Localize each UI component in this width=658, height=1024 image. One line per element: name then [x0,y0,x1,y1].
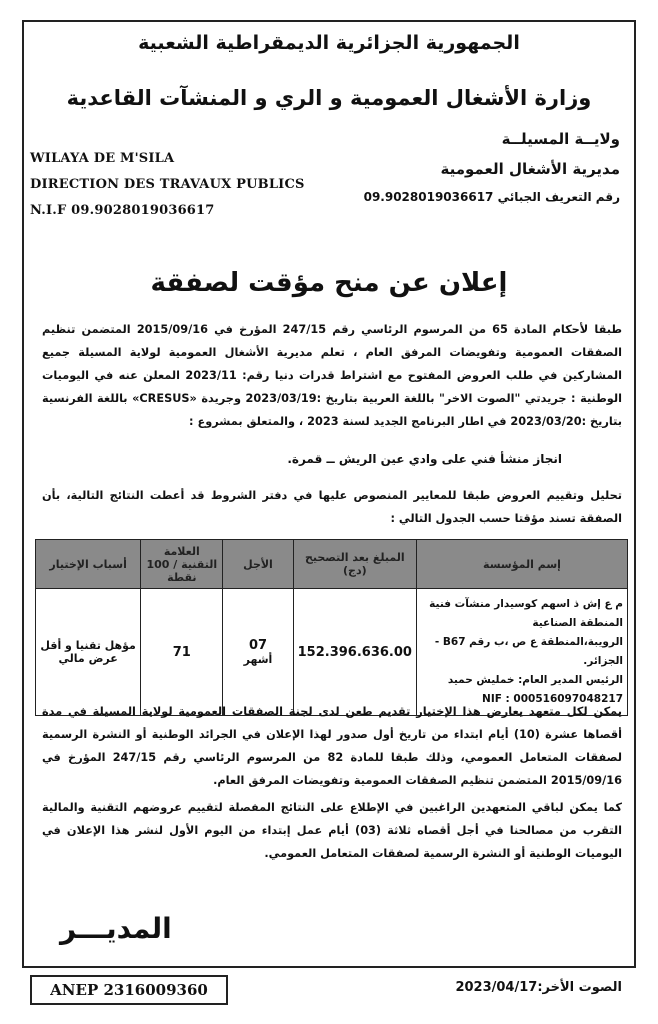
bidder-name: م ع إش ذ اسهم كوسيدار منشآت فنية المنطقة الصناعية [429,598,623,629]
delay-unit: أشهر [243,653,273,666]
notice-title: إعلان عن منح مؤقت لصفقة [150,268,508,298]
table-row [36,589,628,716]
nif-fr: N.I.F 09.9028019036617 [30,203,215,218]
bidder-nif: NIF : 000516097048217 [482,693,623,705]
direction-ar: مديرية الأشغال العمومية [440,160,620,178]
intro-paragraph: طبقا لأحكام المادة 65 من المرسوم الرئاسي رقم 247/15 المؤرخ في 2015/09/16 المتضمن تنظيم الصفقات العمومية وتفويضات المرفق العام ، تعلم مديرية الأشغال العمومية لولاية المسيلة جميع المشاركين في طلب العروض المفتوح مع اشتراط قدرات دنيا رقم: 2023/11 المعلن عنه في اليوميات الوطنية : جريدتي "الصوت الاخر" باللغة العربية بتاريخ :2023/03/19 وجريدة «CRESUS» باللغة الفرنسية بتاريخ :2023/03/20 في اطار البرنامج الجديد لسنة 2023 ، والمتعلق بمشروع : [42,323,623,428]
info-paragraph: كما يمكن لباقي المتعهدين الراغبين في الإطلاع على النتائج المفصلة لتقييم عروضهم التقنية والمالية التقرب من مصالحنا في أجل أقصاه ثلاثة (03) أيام عمل إبتداء من اليوم الأول لنشر هذا الإعلان في اليوميات الوطنية أو النشرة الرسمية لصفقات المتعامل العمومي. [42,801,622,860]
nif-ar: رقم التعريف الجبائي 09.9028019036617 [363,190,620,204]
wilaya-ar: ولايــة المسيلــة [501,130,620,148]
bidder-director: الرئيس المدير العام: خمليش حميد [447,674,623,686]
delay-number: 07 [248,638,268,653]
signature: المديـــر [60,912,172,945]
cell-bidder [416,589,627,716]
republic-title: الجمهورية الجزائرية الديمقراطية الشعبية [138,32,520,54]
direction-fr: DIRECTION DES TRAVAUX PUBLICS [30,177,305,192]
appeal-paragraph: يمكن لكل متعهد يعارض هذا الإختيار تقديم طعن لدى لجنة الصفقات العمومية لولاية المسيلة في مدة أقصاها عشرة (10) أيام ابتداء من تاريخ أول صدور لهذا الإعلان في الجرائد الوطنية أو النشرة الرسمية لصفقات المتعامل العمومي، وذلك طبقا للمادة 82 من المرسوم الرئاسي رقم 247/15 المؤرخ في 2015/09/16 المتضمن تنظيم الصفقات العمومية وتفويضات المرفق العام. [42,705,623,787]
reason-line-2: عرض مالي [58,652,118,665]
cell-amount: 152.396.636.00 [293,589,416,716]
project-name: انجاز منشأ فني على وادي عين الريش ــ قمرة. [287,452,562,466]
ministry-title: وزارة الأشغال العمومية و الري و المنشآت القاعدية [66,86,592,110]
anep-reference: ANEP 2316009360 [30,975,228,1005]
cell-score: 71 [141,589,223,716]
header-bidder: إسم المؤسسة [416,540,627,589]
results-table [35,539,628,716]
cell-delay [223,589,293,716]
cell-reason [36,589,141,716]
evaluation-paragraph: تحليل وتقييم العروض طبقا للمعايير المنصوص عليها في دفتر الشروط قد أعطت النتائج التالية، بأن الصفقة تسند مؤقتا حسب الجدول التالي : [42,489,622,525]
header-amount: المبلغ بعد التصحيح (دج) [293,540,416,589]
reason-line-1: مؤهل تقنيا و أقل [40,639,136,652]
header-delay: الأجل [223,540,293,589]
header-score: العلامة التقنية / 100 نقطة [141,540,223,589]
header-reason: أسباب الإختيار [36,540,141,589]
wilaya-fr: WILAYA DE M'SILA [30,151,175,166]
bidder-address: الرويبة،المنطقة ع ص ،ب رقم B67 - الجزائر. [434,636,623,667]
publication-info: الصوت الأخر:2023/04/17 [455,980,622,995]
